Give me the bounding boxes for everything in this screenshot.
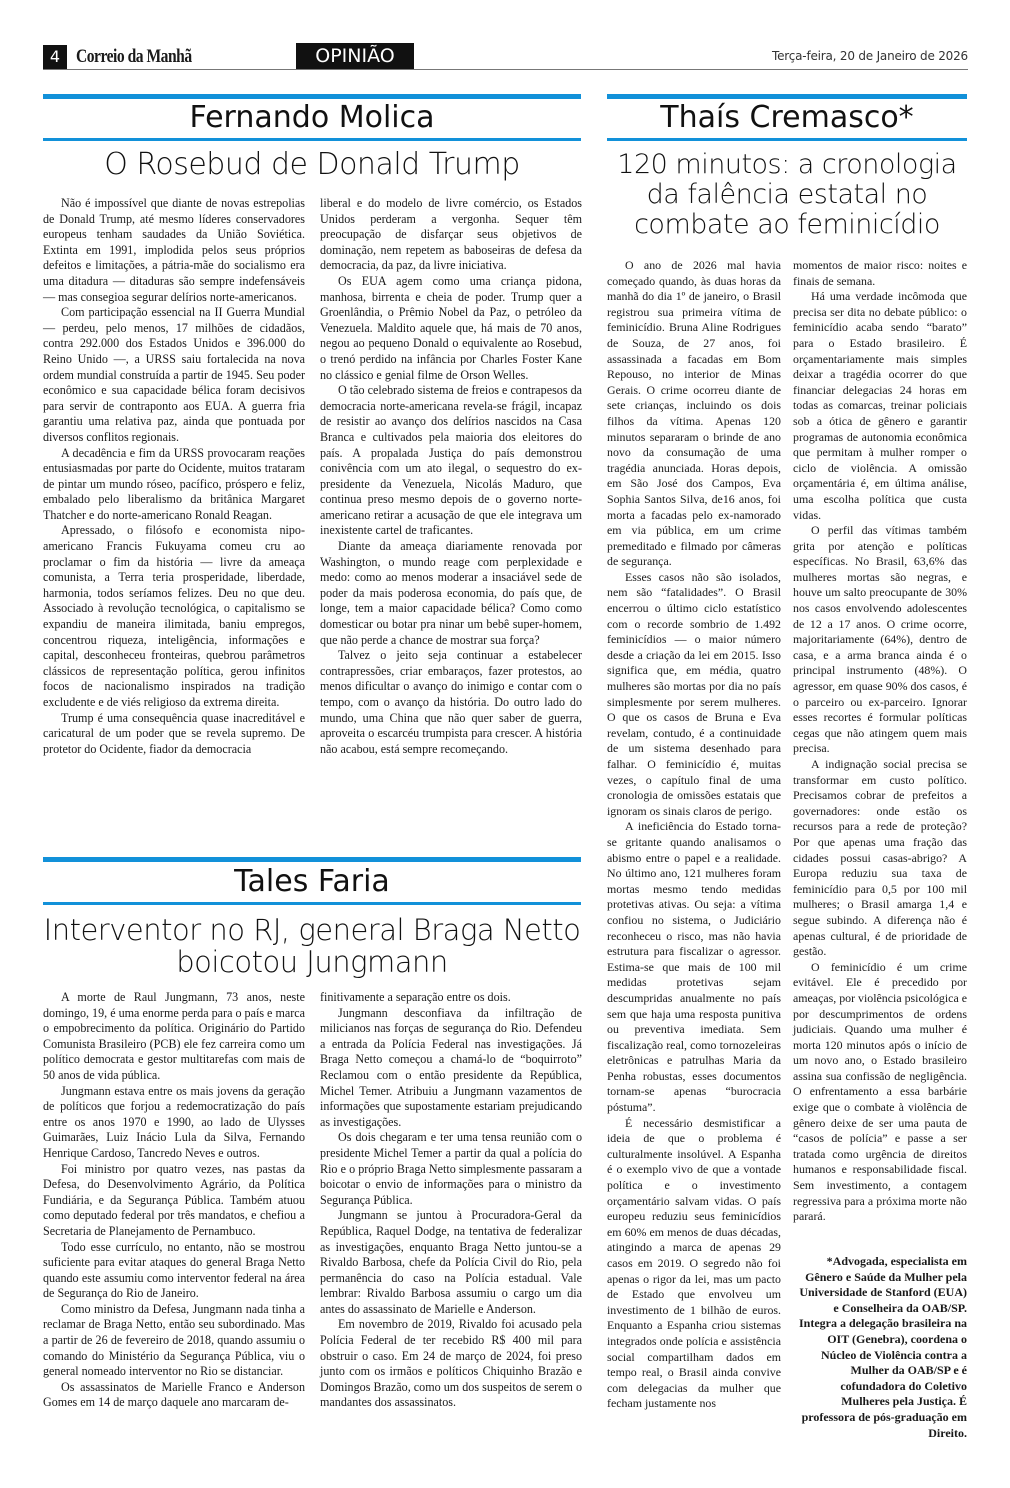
paragraph: liberal e do modelo de livre comércio, os Estados Unidos perderam a vergonha. Sequer têm preocupação de disfarçar seus objetivos de dominação, nem repetem as baboseiras de defesa da democracia, da paz, da livre iniciativa. bbox=[320, 196, 582, 273]
paragraph: Trump é uma consequência quase inacreditável e caricatural de um poder que se revela supremo. De protetor do Ocidente, fiador da democracia bbox=[43, 710, 305, 756]
paragraph: Como ministro da Defesa, Jungmann nada tinha a reclamar de Braga Netto, então seu subordinado. Mas a partir de 26 de fevereiro de 2018, quando assumiu o comando do Ministério da Segurança Pública, viu o general nomeado interventor no Rio se distanciar. bbox=[43, 1301, 305, 1379]
paragraph: A decadência e fim da URSS provocaram reações entusiasmadas por parte do Ocidente, muitos trataram de pintar um mundo róseo, pacífico, próspero e feliz, embalado pelo liberalismo da britânica Margaret Thatcher e do norte-americano Ronald Reagan. bbox=[43, 445, 305, 522]
section-label: OPINIÃO bbox=[296, 43, 414, 69]
paragraph: Em novembro de 2019, Rivaldo foi acusado pela Polícia Federal de ter recebido R$ 400 mil para obstruir o caso. Em 24 de março de 2024, foi preso junto com os irmãos e políticos Chiquinho Brazão e Domingos Brazão, como um dos suspeitos de serem o mandantes dos assassinatos. bbox=[320, 1317, 582, 1410]
author-bio-note: *Advogada, especialista em Gênero e Saúde da Mulher pela Universidade de Stanford (EUA) e Conselheira da OAB/SP. Integra a delegação brasileira na OIT (Genebra), coordena o Núcleo de Violência contra a Mulher da OAB/SP e é cofundadora do Coletivo Mulheres pela Justiça. É professora de pós-graduação em Direito. bbox=[799, 1254, 967, 1440]
paragraph: A ineficiência do Estado torna-se gritante quando analisamos o abismo entre o papel e a realidade. No último ano, 121 mulheres foram mortas mesmo tendo medidas protetivas ativas. Ou seja: a vítima confiou no sistema, o Judiciário reconheceu o risco, mas não havia estrutura para fiscalizar o agressor. Estima-se que mais de 100 mil medidas protetivas sejam descumpridas anualmente no país sem que haja uma resposta punitiva ou preventiva imediata. Sem fiscalização real, como tornozeleiras eletrônicas e patrulhas Maria da Penha robustas, esses documentos tornam-se apenas “burocracia póstuma”. bbox=[607, 819, 781, 1115]
column-author: Tales Faria bbox=[234, 864, 390, 899]
article-column-1 bbox=[43, 196, 305, 757]
divider-rule bbox=[43, 902, 581, 905]
paragraph: Os dois chegaram e ter uma tensa reunião com o presidente Michel Temer a partir da qual a polícia do Rio e o próprio Braga Netto simplesmente passaram a boicotar o envio de informações para o ministro da Segurança Pública. bbox=[320, 1130, 582, 1207]
paragraph: Há uma verdade incômoda que precisa ser dita no debate público: o feminicídio acaba sendo “barato” para o Estado brasileiro. É orçamentariamente mais simples deixar a tragédia ocorrer do que financiar delegacias 24 horas em todas as comarcas, treinar policiais sob a ótica de gênero e garantir programas de autonomia econômica que permitam à mulher romper o ciclo de violência. A omissão orçamentária é, em última análise, uma escolha política que custa vidas. bbox=[793, 289, 967, 522]
divider-rule bbox=[607, 138, 967, 141]
newspaper-logo: Correio da Manhã bbox=[76, 46, 192, 67]
article-column-1 bbox=[607, 258, 781, 1412]
paragraph: momentos de maior risco: noites e finais de semana. bbox=[793, 258, 967, 288]
paragraph: O feminicídio é um crime evitável. Ele é precedido por ameaças, por violência psicológica e por descumprimentos de ordens judiciais. Quando uma mulher é morta 120 minutos após o início de um novo ano, o Estado brasileiro assina sua confissão de negligência. O enfrentamento a essa barbárie exige que o combate à violência de gênero deixe de ser uma pauta de “casos de polícia” e passe a ser tratada como urgência de direitos humanos e responsabilidade fiscal. Sem investimento, a contagem regressiva para a próxima morte não parará. bbox=[793, 959, 967, 1224]
page-number: 4 bbox=[43, 45, 67, 69]
paragraph: Jungmann se juntou à Procuradora-Geral da República, Raquel Dodge, na tentativa de federalizar as investigações, enquanto Braga Netto juntou-se a Rivaldo Barbosa, chefe da Polícia Civil do Rio, pela permanência do caso na Polícia estadual. Vale lembrar: Rivaldo Barbosa assumiu o cargo um dia antes do assassinato de Marielle e Anderson. bbox=[320, 1208, 582, 1316]
masthead bbox=[43, 45, 968, 70]
paragraph: O ano de 2026 mal havia começado quando, às duas horas da manhã do dia 1º de janeiro, o Brasil registrou sua primeira vítima de feminicídio. Bruna Aline Rodrigues de Souza, de 27 anos, foi assassinada a facadas em Bom Repouso, no interior de Minas Gerais. O crime ocorreu diante de sete crianças, incluindo os dois filhos da vítima. Apenas 120 minutos separaram o brinde de ano novo da consumação de uma tragédia anunciada. Horas depois, em São José dos Campos, Eva Sophia Santos Silva, de16 anos, foi morta a facadas pelo ex-namorado em via pública, em um crime premeditado e filmado por câmeras de segurança. bbox=[607, 258, 781, 569]
article-headline: Interventor no RJ, general Braga Netto boicotou Jungmann bbox=[43, 913, 581, 980]
paragraph: É necessário desmistificar a ideia de que o problema é culturalmente insolúvel. A Espanha é o exemplo vivo de que a vontade política e o investimento orçamentário salvam vidas. O país europeu reduziu seus feminicídios em 60% em menos de duas décadas, atingindo a marca de apenas 29 casos em 2019. O segredo não foi apenas o rigor da lei, mas um pacto de Estado que envolveu um investimento de 1 bilhão de euros. Enquanto a Espanha criou sistemas integrados onde polícia e assistência social compartilham dados em tempo real, o Brasil ainda convive com delegacias da mulher que fecham justamente nos bbox=[607, 1115, 781, 1411]
column-author: Fernando Molica bbox=[189, 100, 435, 135]
article-column-2 bbox=[793, 258, 967, 1225]
paragraph: Esses casos não são isolados, nem são “fatalidades”. O Brasil encerrou o último ciclo estatístico com o recorde sombrio de 1.492 feminicídios — o maior número desde a criação da lei em 2015. Isso significa que, em média, quatro mulheres são mortas por dia no país simplesmente por serem mulheres. O que os casos de Bruna e Eva revelam, contudo, é a continuidade de um sistema desenhado para falhar. O feminicídio é, muitas vezes, o capítulo final de uma cronologia de omissões estatais que ignoram os sinais claros de perigo. bbox=[607, 569, 781, 818]
article-headline: 120 minutos: a cronologia da falência estatal no combate ao feminicídio bbox=[617, 149, 957, 241]
article-column-2 bbox=[320, 196, 582, 757]
article-column-2 bbox=[320, 990, 582, 1411]
paragraph: Apressado, o filósofo e economista nipo-americano Francis Fukuyama comeu cru ao proclamar o fim da história — livre da ameaça comunista, a Terra teria prosperidade, liberdade, harmonia, todos seríamos felizes. Deu no que deu. Associado à revolução tecnológica, o capitalismo se expandiu de maneira ilimitada, baniu empregos, concentrou riqueza, inteligência, informações e capital, desconheceu fronteiras, quebrou parâmetros clássicos de representação política, gerou infinitos focos de nacionalismo inspirados na tradição excludente e de viés religioso da extrema direita. bbox=[43, 523, 305, 709]
paragraph: Não é impossível que diante de novas estrepolias de Donald Trump, até mesmo líderes conservadores europeus tenham saudades da União Soviética. Extinta em 1991, implodida pelos seus próprios defeitos e limitações, a pátria-mãe do socialismo era uma ditadura — ditaduras são sempre indefensáveis — mas consegioa segurar delírios norte-americanos. bbox=[43, 196, 305, 304]
paragraph: Todo esse currículo, no entanto, não se mostrou suficiente para evitar ataques do general Braga Netto quando este assumiu como interventor federal na área de Segurança do Rio de Janeiro. bbox=[43, 1239, 305, 1301]
paragraph: Jungmann estava entre os mais jovens da geração de políticos que forjou a redemocratização do país entre os anos 1970 e 1990, ao lado de Ulysses Guimarães, Luiz Inácio Lula da Silva, Fernando Henrique Cardoso, Tancredo Neves e outros. bbox=[43, 1083, 305, 1160]
paragraph: Com participação essencial na II Guerra Mundial — perdeu, pelo menos, 17 milhões de cidadãos, contra 292.000 dos Estados Unidos e 396.000 do Reino Unido —, a URSS saiu fortalecida na nova ordem mundial construída a partir de 1945. Seu poder econômico e sua capacidade bélica foram decisivos para servir de contraponto aos EUA. A guerra fria garantiu uma relativa paz, ainda que pontuada por diversos conflitos regionais. bbox=[43, 305, 305, 444]
paragraph: Os EUA agem como uma criança pidona, manhosa, birrenta e cheia de poder. Trump quer a Groenlândia, o Prêmio Nobel da Paz, o petróleo da Venezuela. Maldito aquele que, há mais de 70 anos, negou ao pequeno Donald o equivalente ao Rosebud, o trenó perdido na infância por Charles Foster Kane no clássico e genial filme de Orson Welles. bbox=[320, 273, 582, 382]
article-column-1 bbox=[43, 990, 305, 1411]
article-headline: O Rosebud de Donald Trump bbox=[104, 147, 520, 182]
divider-rule bbox=[43, 138, 581, 141]
paragraph: A indignação social precisa se transformar em custo político. Precisamos cobrar de prefeitos a governadores: onde estão os recursos para a rede de proteção? Por que apenas uma fração das cidades possui casas-abrigo? A Europa reduziu sua taxa de feminicídio para 0,5 por 100 mil mulheres; o Brasil amarga 1,4 e segue subindo. A diferença não é apenas cultural, é de prioridade de gestão. bbox=[793, 757, 967, 959]
paragraph: Talvez o jeito seja continuar a estabelecer contrapressões, criar embaraços, fazer protestos, ao menos dificultar o avanço do inimigo e contar com o tempo, com o avanço da história. Do outro lado do mundo, uma China que não quer saber de guerra, aproveita o escarcéu trumpista para crescer. A história não acabou, está sempre recomeçando. bbox=[320, 648, 582, 756]
paragraph: Os assassinatos de Marielle Franco e Anderson Gomes em 14 de março daquele ano marcaram de- bbox=[43, 1379, 305, 1410]
paragraph: Jungmann desconfiava da infiltração de milicianos nas forças de segurança do Rio. Defendeu a entrada da Polícia Federal nas investigações. Já Braga Netto começou a chamá-lo de “boquirroto” Reclamou com o então presidente da República, Michel Temer. Atribuiu a Jungmann vazamentos de informações que supostamente estariam prejudicando as investigações. bbox=[320, 1005, 582, 1129]
paragraph: O perfil das vítimas também grita por atenção e políticas específicas. No Brasil, 63,6% das mulheres mortas são negras, e houve um salto preocupante de 30% nos casos envolvendo adolescentes de 12 a 17 anos. O crime ocorre, majoritariamente (64%), dentro de casa, e a arma branca ainda é o principal instrumento (48%). O agressor, em quase 90% dos casos, é o parceiro ou ex-parceiro. Ignorar esses recortes é formular políticas cegas que não atingem quem mais precisa. bbox=[793, 523, 967, 756]
paragraph: O tão celebrado sistema de freios e contrapesos da democracia norte-americana revela-se frágil, incapaz de resistir ao avanço dos delírios nascidos na Casa Branca e cultivados pela maioria dos eleitores do país. A propalada Justiça do país demonstrou conivência com um ato ilegal, o sequestro do ex-presidente da Venezuela, Nicolás Maduro, que continua preso mesmo depois de o governo norte-americano retirar a acusação de que ele integrava um inexistente cartel de traficantes. bbox=[320, 383, 582, 538]
issue-date: Terça-feira, 20 de Janeiro de 2026 bbox=[772, 49, 968, 63]
paragraph: Diante da ameaça diariamente renovada por Washington, o mundo reage com perplexidade e medo: como ao menos moderar a insaciável sede de poder da mais poderosa economia, do país que, de longe, tem a maior capacidade bélica? Como como domesticar ou botar pra ninar um bebê super-homem, que não perde a chance de mostrar sua força? bbox=[320, 539, 582, 647]
column-author: Thaís Cremasco* bbox=[660, 100, 914, 135]
paragraph: finitivamente a separação entre os dois. bbox=[320, 990, 511, 1004]
paragraph: Foi ministro por quatro vezes, nas pastas da Defesa, do Desenvolvimento Agrário, da Política Fundiária, e da Segurança Pública. Também atuou como deputado federal por três mandatos, e chefiou a Secretaria de Planejamento de Pernambuco. bbox=[43, 1161, 305, 1238]
paragraph: A morte de Raul Jungmann, 73 anos, neste domingo, 19, é uma enorme perda para o país e marca o empobrecimento da política. Originário do Partido Comunista Brasileiro (PCB) ele fez carreira como um político democrata e gestor multitarefas com mais de 50 anos de vida pública. bbox=[43, 990, 305, 1082]
